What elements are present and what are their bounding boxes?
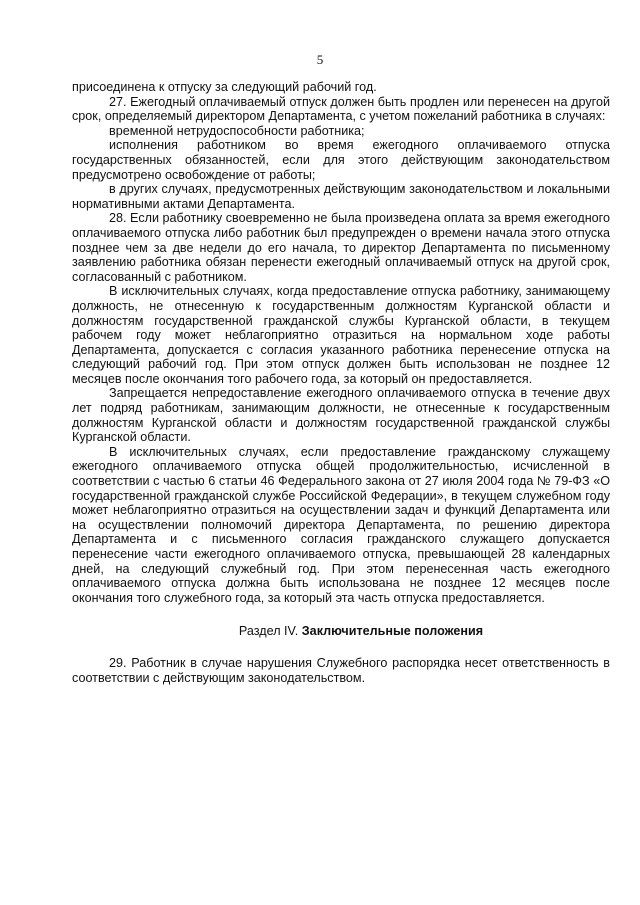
- paragraph: В исключительных случаях, когда предоставление отпуска работнику, занимающему должность, не отнесенную к государственным должностям Курганской области и должностям государственной гражданской службы Курганской области, в текущем рабочем году может неблагоприятно отразиться на нормальном ходе работы Департамента, допускается с согласия указанного работника перенесение отпуска на следующий рабочий год. При этом отпуск должен быть использован не позднее 12 месяцев после окончания того рабочего года, за который он предоставляется.: [72, 284, 610, 386]
- paragraph: исполнения работником во время ежегодного оплачиваемого отпуска государственных обязанностей, если для этого действующим законодательством предусмотрено освобождение от работы;: [72, 138, 610, 182]
- paragraph: временной нетрудоспособности работника;: [109, 123, 365, 138]
- section-prefix: Раздел IV.: [238, 624, 302, 639]
- paragraph: в других случаях, предусмотренных действующим законодательством и локальными нормативными актами Департамента.: [72, 182, 610, 211]
- paragraph: 28. Если работнику своевременно не была произведена оплата за время ежегодного оплачиваемого отпуска либо работник был предупрежден о времени начала этого отпуска позднее чем за две недели до его начала, то директор Департамента по письменному заявлению работника обязан перенести ежегодный оплачиваемый отпуск на другой срок, согласованный с работником.: [72, 211, 610, 284]
- paragraph: Запрещается непредоставление ежегодного оплачиваемого отпуска в течение двух лет подряд работникам, занимающим должности, не отнесенные к государственным должностям Курганской области и должностям государственной гражданской службы Курганской области.: [72, 386, 610, 445]
- paragraph: В исключительных случаях, если предоставление гражданскому служащему ежегодного оплачиваемого отпуска общей продолжительностью, исчисленной в соответствии с частью 6 статьи 46 Федерального закона от 27 июля 2004 года № 79-ФЗ «О государственной гражданской службе Российской Федерации», в текущем служебном году может неблагоприятно отразиться на осуществлении задач и функций Департамента или на осуществлении полномочий директора Департамента, по решению директора Департамента и с письменного согласия гражданского служащего допускается перенесение части ежегодного оплачиваемого отпуска, превышающей 28 календарных дней, на следующий служебный год. При этом перенесенная часть ежегодного оплачиваемого отпуска должна быть использована не позднее 12 месяцев после окончания того служебного года, за который эта часть отпуска предоставляется.: [72, 444, 610, 605]
- document-body: [72, 80, 610, 685]
- final-paragraph: 29. Работник в случае нарушения Служебного распорядка несет ответственность в соответствии с действующим законодательством.: [72, 655, 610, 685]
- section-title: Заключительные положения: [301, 624, 484, 639]
- paragraph: 27. Ежегодный оплачиваемый отпуск должен быть продлен или перенесен на другой срок, определяемый директором Департамента, с учетом пожеланий работника в случаях:: [72, 94, 610, 124]
- section-heading: [72, 624, 610, 639]
- page-number: 5: [316, 52, 324, 67]
- paragraph: присоединена к отпуску за следующий рабочий год.: [72, 80, 377, 94]
